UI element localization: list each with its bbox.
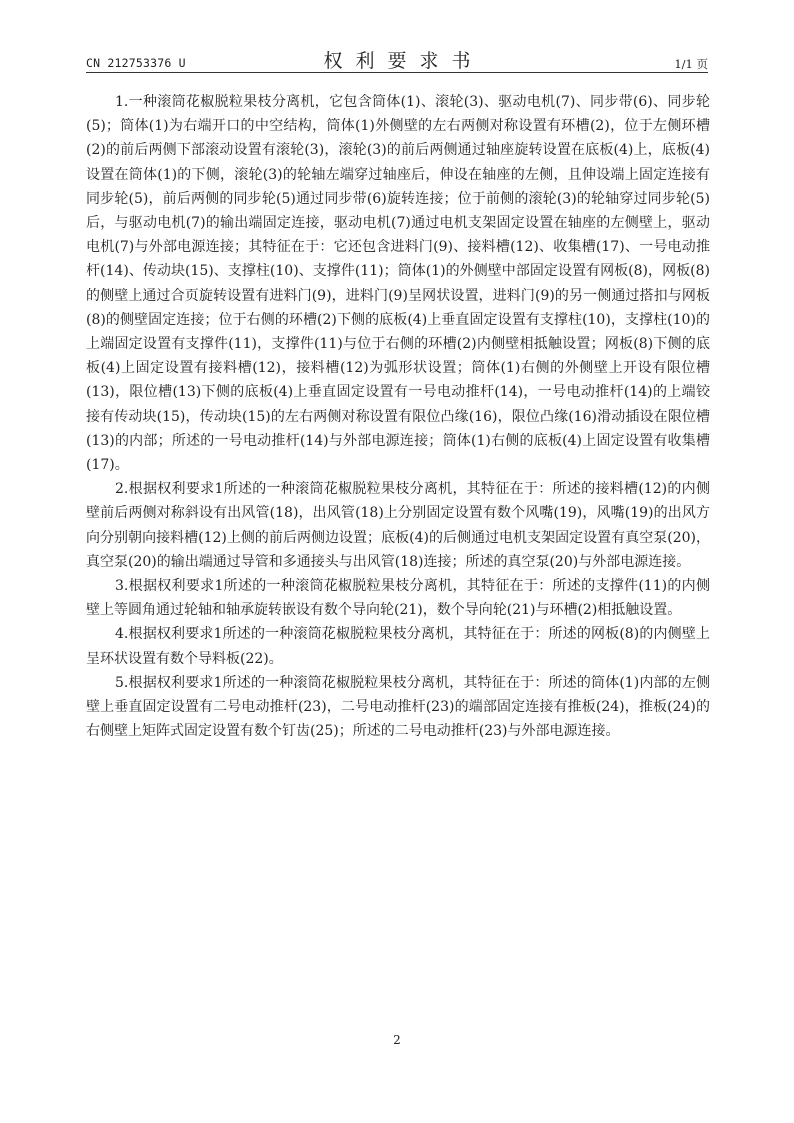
page-header xyxy=(86,44,708,72)
header-divider xyxy=(86,72,708,73)
claim-5: 5.根据权利要求1所述的一种滚筒花椒脱粒果枝分离机，其特征在于：所述的筒体(1)内部的左侧壁上垂直固定设置有二号电动推杆(23)，二号电动推杆(23)的端部固定连接有推板(24)，推板(24)的右侧壁上矩阵式固定设置有数个钉齿(25)；所述的二号电动推杆(23)与外部电源连接。 xyxy=(86,674,710,740)
claim-4: 4.根据权利要求1所述的一种滚筒花椒脱粒果枝分离机，其特征在于：所述的网板(8)的内侧壁上呈环状设置有数个导料板(22)。 xyxy=(86,626,710,667)
page-indicator: 1/1 页 xyxy=(674,57,708,71)
claims-body xyxy=(86,90,710,743)
document-title: 权利要求书 xyxy=(323,50,484,72)
footer-page-number: 2 xyxy=(393,1033,401,1047)
claim-2: 2.根据权利要求1所述的一种滚筒花椒脱粒果枝分离机，其特征在于：所述的接料槽(12)的内侧壁前后两侧对称斜设有出风管(18)，出风管(18)上分别固定设置有数个风嘴(19)，风嘴(19)的出风方向分别朝向接料槽(12)上侧的前后两侧边设置；底板(4)的后侧通过电机支架固定设置有真空泵(20)，真空泵(20)的输出端通过导管和多通接头与出风管(18)连接；所述的真空泵(20)与外部电源连接。 xyxy=(86,481,710,570)
claim-1: 1.一种滚筒花椒脱粒果枝分离机，它包含筒体(1)、滚轮(3)、驱动电机(7)、同步带(6)、同步轮(5)；筒体(1)为右端开口的中空结构，筒体(1)外侧壁的左右两侧对称设置有环槽(2)，位于左侧环槽(2)的前后两侧下部滚动设置有滚轮(3)，滚轮(3)的前后两侧通过轴座旋转设置在底板(4)上，底板(4)设置在筒体(1)的下侧，滚轮(3)的轮轴左端穿过轴座后，伸设在轴座的左侧，且伸设端上固定连接有同步轮(5)，前后两侧的同步轮(5)通过同步带(6)旋转连接；位于前侧的滚轮(3)的轮轴穿过同步轮(5)后，与驱动电机(7)的输出端固定连接，驱动电机(7)通过电机支架固定设置在轴座的左侧壁上，驱动电机(7)与外部电源连接；其特征在于：它还包含进料门(9)、接料槽(12)、收集槽(17)、一号电动推杆(14)、传动块(15)、支撑柱(10)、支撑件(11)；筒体(1)的外侧壁中部固定设置有网板(8)，网板(8)的侧壁上通过合页旋转设置有进料门(9)，进料门(9)呈网状设置，进料门(9)的另一侧通过搭扣与网板(8)的侧壁固定连接；位于右侧的环槽(2)下侧的底板(4)上垂直固定设置有支撑柱(10)，支撑柱(10)的上端固定设置有支撑件(11)，支撑件(11)与位于右侧的环槽(2)内侧壁相抵触设置；网板(8)下侧的底板(4)上固定设置有接料槽(12)，接料槽(12)为弧形状设置；筒体(1)右侧的外侧壁上开设有限位槽(13)，限位槽(13)下侧的底板(4)上垂直固定设置有一号电动推杆(14)，一号电动推杆(14)的上端铰接有传动块(15)，传动块(15)的左右两侧对称设置有限位凸缘(16)，限位凸缘(16)滑动插设在限位槽(13)的内部；所述的一号电动推杆(14)与外部电源连接；筒体(1)右侧的底板(4)上固定设置有收集槽(17)。 xyxy=(86,94,710,474)
patent-number: CN 212753376 U xyxy=(86,56,186,70)
claim-3: 3.根据权利要求1所述的一种滚筒花椒脱粒果枝分离机，其特征在于：所述的支撑件(11)的内侧壁上等圆角通过轮轴和轴承旋转嵌设有数个导向轮(21)，数个导向轮(21)与环槽(2)相抵触设置。 xyxy=(86,578,710,619)
